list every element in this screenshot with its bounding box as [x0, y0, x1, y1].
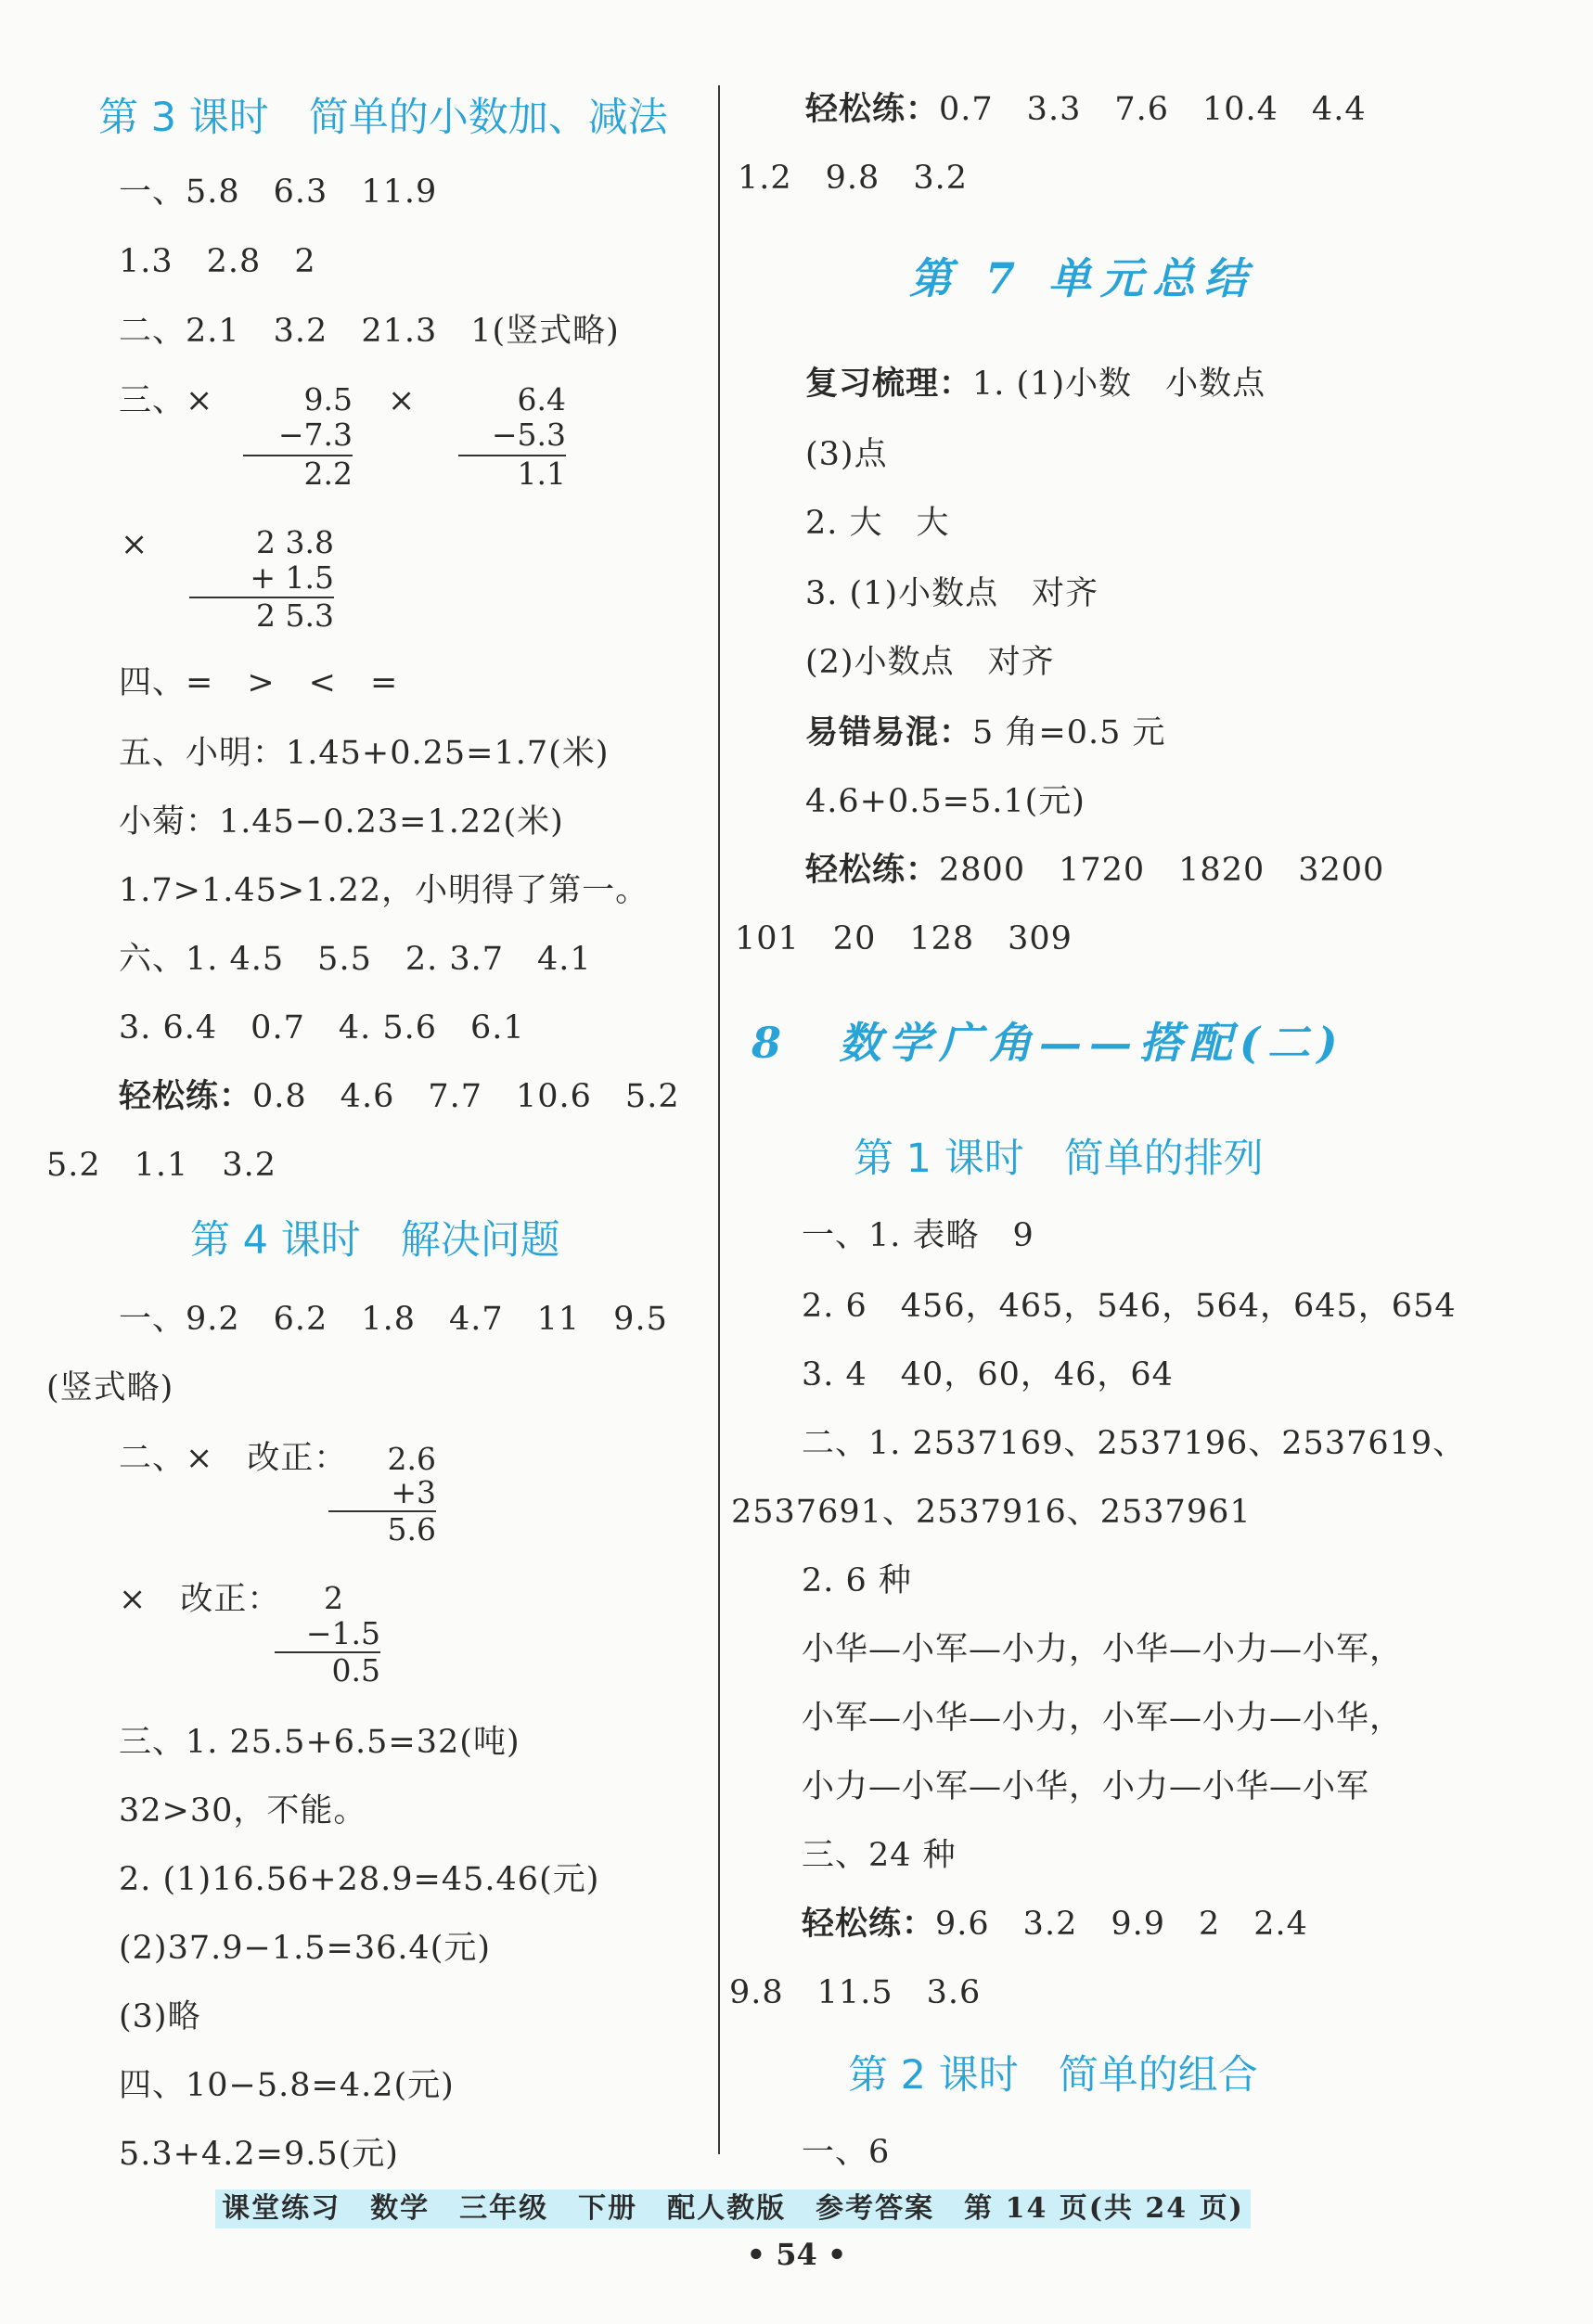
answer-line — [805, 89, 1367, 130]
answer-line: (2)37.9−1.5=36.4(元) — [119, 1930, 492, 1967]
answer-line: 1.7>1.45>1.22，小明得了第一。 — [119, 872, 649, 909]
answer-line: 二、× 改正： — [119, 1440, 348, 1477]
mistake-label: 易错易混： — [805, 713, 973, 751]
answer-line: (2)小数点 对齐 — [805, 644, 1055, 681]
answer-line: 四、10−5.8=4.2(元) — [119, 2067, 455, 2104]
answer-line: 小华—小军—小力，小华—小力—小军， — [802, 1631, 1404, 1668]
answer-line: 2. 6 种 — [802, 1562, 912, 1599]
section-heading-lesson3: 第 3 课时 简单的小数加、减法 — [98, 95, 668, 141]
answer-line: (竖式略) — [46, 1369, 174, 1406]
answer-line: 3. 4 40，60，46，64 — [802, 1356, 1174, 1393]
answer-line: 32>30，不能。 — [119, 1792, 367, 1830]
answer-line: 9.8 11.5 3.6 — [729, 1974, 982, 2011]
section-heading-lesson4: 第 4 课时 解决问题 — [190, 1217, 560, 1264]
practice-label: 轻松练： — [119, 1077, 253, 1115]
answer-line — [802, 1904, 1308, 1945]
unit-heading-8: 8 数学广角——搭配(二) — [752, 1018, 1345, 1068]
practice-answers: 9.6 3.2 9.9 2 2.4 — [935, 1906, 1308, 1943]
wrong-mark: × — [121, 526, 149, 563]
answer-line: 2. (1)16.56+28.9=45.46(元) — [119, 1861, 600, 1898]
answer-line: 五、小明：1.45+0.25=1.7(米) — [119, 735, 610, 772]
answer-line: 5.3+4.2=9.5(元) — [119, 2136, 399, 2173]
wrong-mark: × — [388, 382, 417, 419]
answer-line: 小菊：1.45−0.23=1.22(米) — [119, 803, 564, 841]
practice-label: 轻松练： — [805, 90, 940, 128]
answer-line: 二、2.1 3.2 21.3 1(竖式略) — [119, 313, 620, 350]
answer-line: 1.2 9.8 3.2 — [738, 160, 968, 197]
answer-line: 一、1. 表略 9 — [802, 1217, 1034, 1254]
answer-line: 101 20 128 309 — [735, 920, 1073, 957]
answer-line: 三、24 种 — [802, 1837, 957, 1874]
answer-line: (3)略 — [119, 1998, 201, 2035]
answer-line: 小军—小华—小力，小军—小力—小华， — [802, 1700, 1404, 1737]
answer-line: 一、5.8 6.3 11.9 — [119, 173, 438, 211]
answer-line: (3)点 — [805, 436, 888, 473]
answer-line: 5.2 1.1 3.2 — [46, 1147, 276, 1184]
practice-answers: 2800 1720 1820 3200 — [939, 852, 1385, 889]
answer-line: 2. 大 大 — [805, 505, 950, 542]
answer-line: 4.6+0.5=5.1(元) — [805, 783, 1086, 820]
section-heading-r-lesson1: 第 1 课时 简单的排列 — [854, 1136, 1264, 1182]
answer-line: 三、1. 25.5+6.5=32(吨) — [119, 1724, 520, 1761]
review-label: 复习梳理： — [805, 365, 973, 403]
answer-line: 二、1. 2537169、2537196、2537619、 — [802, 1425, 1467, 1462]
answer-line — [805, 850, 1384, 891]
answer-line: 3. 6.4 0.7 4. 5.6 6.1 — [119, 1009, 525, 1046]
review-answers: 1. (1)小数 小数点 — [972, 366, 1266, 403]
answer-line: 小力—小军—小华，小力—小华—小军 — [802, 1768, 1370, 1805]
answer-line: 一、6 — [802, 2134, 891, 2171]
answer-line — [119, 1076, 680, 1117]
answer-line: 一、9.2 6.2 1.8 4.7 11 9.5 — [119, 1301, 668, 1338]
answer-line: 3. (1)小数点 对齐 — [805, 575, 1099, 612]
answer-line: 六、1. 4.5 5.5 2. 3.7 4.1 — [119, 941, 592, 978]
mistake-answers: 5 角=0.5 元 — [972, 714, 1166, 751]
practice-answers: 0.8 4.6 7.7 10.6 5.2 — [252, 1078, 680, 1115]
answer-line: 2537691、2537916、2537961 — [731, 1494, 1252, 1531]
practice-label: 轻松练： — [802, 1905, 936, 1943]
practice-answers: 0.7 3.3 7.6 10.4 4.4 — [939, 91, 1367, 128]
practice-label: 轻松练： — [805, 851, 940, 889]
answer-line: × 改正： — [119, 1581, 281, 1618]
answer-line: 2. 6 456，465，546，564，645，654 — [802, 1288, 1457, 1325]
column-divider — [718, 85, 720, 2154]
answer-line: 四、= > < = — [119, 664, 399, 701]
section-heading-r-lesson2: 第 2 课时 简单的组合 — [848, 2052, 1258, 2099]
unit-heading-7-summary: 第 7 单元总结 — [909, 253, 1257, 303]
answer-line — [805, 713, 1166, 753]
answer-line: 1.3 2.8 2 — [119, 243, 316, 280]
footer-text: 课堂练习 数学 三年级 下册 配人教版 参考答案 第 14 页(共 24 页) — [222, 2192, 1244, 2225]
page-number: • 54 • — [746, 2237, 847, 2272]
answer-line — [805, 364, 1265, 404]
answer-line: 三、× — [119, 382, 214, 419]
